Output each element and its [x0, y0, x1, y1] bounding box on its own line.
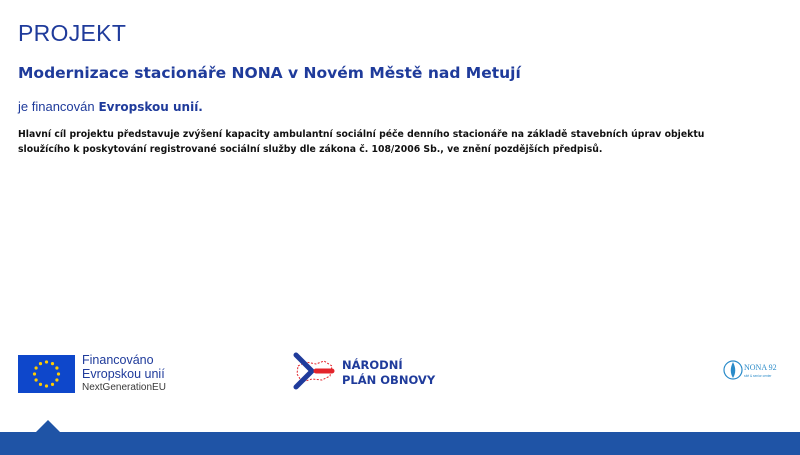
footer-bar	[0, 432, 800, 455]
npo-line-1: NÁRODNÍ	[342, 358, 403, 372]
eu-line-2: Evropskou unií	[82, 367, 165, 381]
page-heading: PROJEKT	[18, 20, 127, 46]
funding-prefix: je financován	[18, 99, 95, 114]
funding-line	[18, 99, 203, 114]
funding-source: Evropskou unií.	[98, 100, 203, 114]
footer-notch	[36, 420, 60, 432]
eu-funding-text	[82, 353, 166, 395]
eu-line-1: Financováno	[82, 353, 154, 367]
npo-logo-text	[342, 358, 435, 388]
svg-text:NONA 92: NONA 92	[744, 363, 777, 372]
npo-line-2: PLÁN OBNOVY	[342, 373, 436, 387]
project-title: Modernizace stacionáře NONA v Novém Městě nad Metují	[18, 64, 521, 82]
nona-logo-icon	[722, 357, 782, 383]
svg-text:sítě & senior center: sítě & senior center	[744, 374, 772, 378]
eu-flag-icon	[18, 355, 75, 393]
eu-line-3: NextGenerationEU	[82, 382, 166, 393]
project-description: Hlavní cíl projektu představuje zvýšení kapacity ambulantní sociální péče denního stacionáře na základě stavebních úprav objektu sloužícího k poskytování registrované sociální služby dle zákona č. 108/2006 Sb., ve znění pozdějších předpisů.	[18, 129, 705, 155]
npo-logo-icon	[292, 352, 336, 390]
